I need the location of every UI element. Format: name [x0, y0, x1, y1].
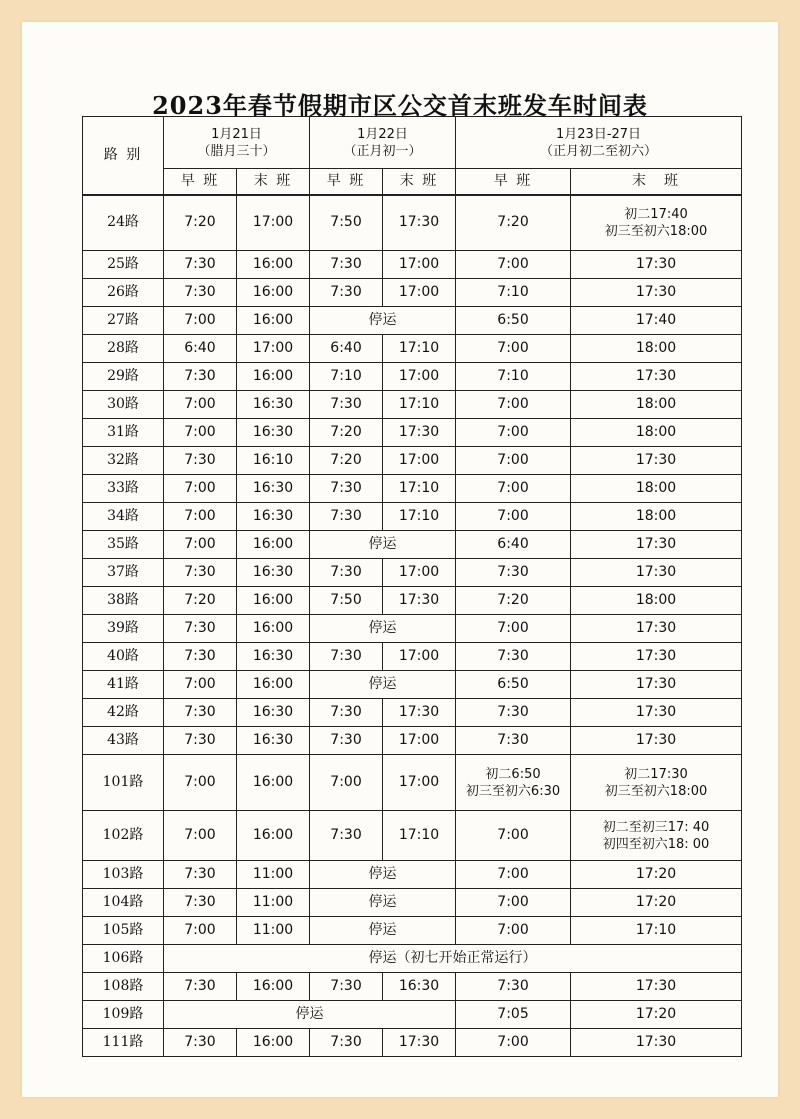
last-bus-cell: 16:30 [237, 643, 310, 671]
last-bus-cell: 17:20 [571, 1001, 742, 1029]
first-bus-cell: 7:30 [310, 503, 383, 531]
table-row [83, 307, 742, 335]
first-bus-cell: 7:00 [456, 503, 571, 531]
suspended-cell: 停运（初七开始正常运行） [164, 945, 742, 973]
first-bus-cell: 7:00 [456, 861, 571, 889]
last-bus-cell-line1: 初二至初三17: 40 [602, 819, 710, 835]
first-bus-cell [456, 755, 571, 811]
first-bus-cell: 7:30 [164, 889, 237, 917]
first-bus-cell: 7:30 [456, 643, 571, 671]
last-bus-cell-line2: 初三至初六18:00 [604, 223, 708, 239]
last-bus-cell: 17:30 [383, 1029, 456, 1057]
first-bus-cell: 7:00 [164, 811, 237, 861]
last-bus-cell: 16:00 [237, 531, 310, 559]
first-bus-cell: 7:30 [310, 279, 383, 307]
last-bus-header: 末 班 [571, 169, 742, 195]
table-row [83, 279, 742, 307]
table-row [83, 251, 742, 279]
route-cell: 105路 [83, 917, 164, 945]
last-bus-cell: 17:10 [383, 391, 456, 419]
first-bus-cell: 7:30 [164, 251, 237, 279]
route-cell: 37路 [83, 559, 164, 587]
last-bus-cell: 17:00 [383, 727, 456, 755]
suspended-cell: 停运 [310, 531, 456, 559]
table-row [83, 587, 742, 615]
suspended-cell: 停运 [164, 1001, 456, 1029]
first-bus-cell: 7:20 [310, 419, 383, 447]
last-bus-cell: 16:00 [237, 279, 310, 307]
last-bus-cell: 16:00 [237, 307, 310, 335]
last-bus-cell: 17:30 [571, 973, 742, 1001]
table-row [83, 755, 742, 811]
suspended-cell: 停运 [310, 889, 456, 917]
last-bus-cell: 17:10 [383, 335, 456, 363]
first-bus-cell: 7:30 [310, 973, 383, 1001]
last-bus-cell: 16:30 [237, 475, 310, 503]
route-cell: 28路 [83, 335, 164, 363]
suspended-cell: 停运 [310, 917, 456, 945]
last-bus-cell: 17:10 [383, 475, 456, 503]
date-header-jan21 [164, 117, 310, 169]
table-row [83, 195, 742, 251]
first-bus-cell: 7:30 [164, 363, 237, 391]
first-bus-header: 早 班 [456, 169, 571, 195]
first-bus-cell: 7:30 [164, 1029, 237, 1057]
last-bus-cell [571, 755, 742, 811]
first-bus-cell: 7:30 [310, 559, 383, 587]
date-header-jan23-27-line2: （正月初二至初六） [540, 143, 658, 159]
route-cell: 30路 [83, 391, 164, 419]
table-row [83, 391, 742, 419]
last-bus-cell: 16:30 [237, 699, 310, 727]
last-bus-cell: 17:20 [571, 889, 742, 917]
table-row [83, 615, 742, 643]
first-bus-cell: 7:00 [456, 1029, 571, 1057]
route-cell: 40路 [83, 643, 164, 671]
first-bus-header: 早 班 [310, 169, 383, 195]
first-bus-cell: 7:30 [310, 251, 383, 279]
first-bus-cell: 7:30 [164, 643, 237, 671]
last-bus-header: 末 班 [383, 169, 456, 195]
first-bus-cell: 7:10 [310, 363, 383, 391]
last-bus-cell: 17:00 [383, 447, 456, 475]
first-bus-cell: 7:20 [164, 195, 237, 251]
first-bus-cell: 7:30 [456, 973, 571, 1001]
route-cell: 35路 [83, 531, 164, 559]
last-bus-cell: 16:00 [237, 1029, 310, 1057]
last-bus-cell: 18:00 [571, 391, 742, 419]
last-bus-cell: 17:30 [571, 251, 742, 279]
table-row [83, 917, 742, 945]
first-bus-cell: 7:50 [310, 195, 383, 251]
route-cell: 109路 [83, 1001, 164, 1029]
first-bus-cell: 7:30 [164, 973, 237, 1001]
route-cell: 34路 [83, 503, 164, 531]
table-row [83, 643, 742, 671]
schedule-body [83, 195, 742, 1057]
last-bus-cell [571, 195, 742, 251]
last-bus-cell: 17:30 [571, 615, 742, 643]
last-bus-cell: 17:20 [571, 861, 742, 889]
first-bus-cell: 7:00 [456, 475, 571, 503]
last-bus-cell: 18:00 [571, 587, 742, 615]
route-cell: 108路 [83, 973, 164, 1001]
first-bus-cell: 7:50 [310, 587, 383, 615]
last-bus-cell: 17:00 [383, 643, 456, 671]
first-bus-cell: 7:30 [456, 699, 571, 727]
last-bus-cell: 17:30 [571, 559, 742, 587]
suspended-cell: 停运 [310, 861, 456, 889]
table-row [83, 699, 742, 727]
first-bus-cell: 7:30 [164, 559, 237, 587]
last-bus-cell: 17:30 [383, 195, 456, 251]
first-bus-cell: 7:30 [164, 615, 237, 643]
first-bus-cell: 7:30 [310, 391, 383, 419]
suspended-cell: 停运 [310, 307, 456, 335]
route-header: 路 别 [83, 117, 164, 195]
first-bus-cell: 7:00 [164, 419, 237, 447]
first-bus-cell: 7:00 [164, 755, 237, 811]
first-bus-cell: 7:00 [456, 615, 571, 643]
last-bus-cell: 16:30 [383, 973, 456, 1001]
date-header-jan22-line2: （正月初一） [343, 143, 422, 159]
last-bus-cell: 16:30 [237, 559, 310, 587]
last-bus-cell [571, 811, 742, 861]
last-bus-cell: 17:30 [571, 531, 742, 559]
first-bus-cell: 7:00 [456, 447, 571, 475]
first-bus-cell-line2: 初三至初六6:30 [465, 783, 561, 799]
first-bus-cell: 7:10 [456, 279, 571, 307]
last-bus-cell: 18:00 [571, 475, 742, 503]
first-bus-cell: 7:00 [164, 307, 237, 335]
first-bus-cell: 7:30 [164, 447, 237, 475]
last-bus-cell: 17:30 [571, 727, 742, 755]
last-bus-cell: 17:30 [571, 1029, 742, 1057]
first-bus-cell: 7:00 [456, 811, 571, 861]
route-cell: 32路 [83, 447, 164, 475]
route-cell: 25路 [83, 251, 164, 279]
first-bus-cell: 6:50 [456, 671, 571, 699]
first-bus-cell: 6:40 [310, 335, 383, 363]
route-cell: 41路 [83, 671, 164, 699]
first-bus-cell: 7:20 [456, 195, 571, 251]
last-bus-cell: 18:00 [571, 503, 742, 531]
table-row [83, 973, 742, 1001]
table-row [83, 475, 742, 503]
table-row [83, 363, 742, 391]
route-cell: 104路 [83, 889, 164, 917]
date-header-jan21-line1: 1月21日 [211, 126, 262, 142]
last-bus-cell: 16:30 [237, 503, 310, 531]
header-row-shifts [83, 169, 742, 195]
last-bus-cell: 17:00 [383, 279, 456, 307]
last-bus-cell: 17:30 [383, 587, 456, 615]
last-bus-cell: 16:30 [237, 391, 310, 419]
suspended-cell: 停运 [310, 671, 456, 699]
first-bus-cell: 7:30 [310, 811, 383, 861]
first-bus-cell: 7:05 [456, 1001, 571, 1029]
first-bus-cell: 7:30 [456, 727, 571, 755]
route-cell: 102路 [83, 811, 164, 861]
last-bus-cell: 16:00 [237, 363, 310, 391]
suspended-cell: 停运 [310, 615, 456, 643]
last-bus-cell: 18:00 [571, 335, 742, 363]
first-bus-header: 早 班 [164, 169, 237, 195]
first-bus-cell: 6:40 [164, 335, 237, 363]
first-bus-cell: 7:30 [310, 643, 383, 671]
date-header-jan22 [310, 117, 456, 169]
table-row [83, 447, 742, 475]
route-cell: 29路 [83, 363, 164, 391]
bus-schedule-table [82, 116, 742, 1057]
table-row [83, 861, 742, 889]
route-cell: 106路 [83, 945, 164, 973]
table-row [83, 727, 742, 755]
last-bus-cell: 17:30 [571, 363, 742, 391]
table-row [83, 503, 742, 531]
last-bus-cell: 16:00 [237, 615, 310, 643]
last-bus-cell: 17:30 [571, 699, 742, 727]
last-bus-cell: 17:00 [237, 195, 310, 251]
first-bus-cell: 7:20 [310, 447, 383, 475]
table-row [83, 559, 742, 587]
first-bus-cell: 7:30 [310, 727, 383, 755]
last-bus-cell: 16:00 [237, 755, 310, 811]
first-bus-cell: 7:10 [456, 363, 571, 391]
last-bus-cell: 17:00 [383, 755, 456, 811]
last-bus-cell-line1: 初二17:30 [624, 766, 688, 782]
last-bus-cell: 16:00 [237, 973, 310, 1001]
last-bus-cell: 11:00 [237, 861, 310, 889]
last-bus-cell: 16:00 [237, 671, 310, 699]
table-row [83, 335, 742, 363]
route-cell: 33路 [83, 475, 164, 503]
last-bus-cell: 17:30 [383, 699, 456, 727]
last-bus-cell-line2: 初三至初六18:00 [604, 783, 708, 799]
route-cell: 39路 [83, 615, 164, 643]
last-bus-cell: 17:30 [571, 643, 742, 671]
last-bus-cell: 16:00 [237, 811, 310, 861]
last-bus-cell-line2: 初四至初六18: 00 [602, 836, 710, 852]
table-row [83, 889, 742, 917]
first-bus-cell: 7:00 [456, 419, 571, 447]
route-cell: 111路 [83, 1029, 164, 1057]
last-bus-cell: 11:00 [237, 889, 310, 917]
last-bus-cell: 16:30 [237, 419, 310, 447]
last-bus-cell: 17:00 [383, 363, 456, 391]
table-row [83, 531, 742, 559]
first-bus-cell: 7:30 [164, 861, 237, 889]
last-bus-cell: 17:10 [383, 811, 456, 861]
last-bus-cell: 17:00 [383, 559, 456, 587]
last-bus-cell: 17:30 [571, 447, 742, 475]
first-bus-cell: 7:30 [310, 699, 383, 727]
first-bus-cell: 7:00 [164, 531, 237, 559]
table-row [83, 811, 742, 861]
last-bus-cell: 17:10 [571, 917, 742, 945]
date-header-jan22-line1: 1月22日 [357, 126, 408, 142]
first-bus-cell: 7:00 [164, 391, 237, 419]
last-bus-cell: 17:30 [571, 671, 742, 699]
first-bus-cell: 7:00 [164, 503, 237, 531]
route-cell: 103路 [83, 861, 164, 889]
first-bus-cell: 7:30 [164, 279, 237, 307]
first-bus-cell: 6:40 [456, 531, 571, 559]
first-bus-cell: 7:00 [456, 889, 571, 917]
first-bus-cell: 7:30 [310, 1029, 383, 1057]
table-row [83, 1029, 742, 1057]
last-bus-cell: 18:00 [571, 419, 742, 447]
table-row [83, 1001, 742, 1029]
header-row-dates [83, 117, 742, 169]
first-bus-cell: 7:00 [164, 917, 237, 945]
table-row [83, 671, 742, 699]
first-bus-cell: 7:00 [456, 917, 571, 945]
first-bus-cell: 7:30 [164, 699, 237, 727]
first-bus-cell: 7:30 [456, 559, 571, 587]
last-bus-cell: 16:30 [237, 727, 310, 755]
date-header-jan21-line2: （腊月三十） [197, 143, 276, 159]
route-cell: 38路 [83, 587, 164, 615]
first-bus-cell: 7:00 [456, 391, 571, 419]
last-bus-cell: 17:10 [383, 503, 456, 531]
last-bus-cell: 16:00 [237, 251, 310, 279]
route-cell: 31路 [83, 419, 164, 447]
last-bus-cell: 17:00 [383, 251, 456, 279]
last-bus-cell: 11:00 [237, 917, 310, 945]
table-row [83, 945, 742, 973]
route-cell: 27路 [83, 307, 164, 335]
first-bus-cell: 7:00 [310, 755, 383, 811]
first-bus-cell: 7:00 [164, 671, 237, 699]
table-row [83, 419, 742, 447]
first-bus-cell-line1: 初二6:50 [485, 766, 541, 782]
date-header-jan23-27-line1: 1月23日-27日 [556, 126, 642, 142]
page-title: 2023年春节假期市区公交首末班发车时间表 [152, 91, 648, 120]
first-bus-cell: 7:30 [164, 727, 237, 755]
last-bus-cell: 17:30 [571, 279, 742, 307]
route-cell: 101路 [83, 755, 164, 811]
first-bus-cell: 7:30 [310, 475, 383, 503]
route-cell: 24路 [83, 195, 164, 251]
route-cell: 42路 [83, 699, 164, 727]
last-bus-cell: 17:30 [383, 419, 456, 447]
last-bus-cell: 16:00 [237, 587, 310, 615]
last-bus-header: 末 班 [237, 169, 310, 195]
last-bus-cell: 17:00 [237, 335, 310, 363]
last-bus-cell-line1: 初二17:40 [624, 206, 688, 222]
schedule-sheet [22, 22, 778, 1097]
route-cell: 43路 [83, 727, 164, 755]
first-bus-cell: 6:50 [456, 307, 571, 335]
first-bus-cell: 7:00 [456, 335, 571, 363]
last-bus-cell: 17:40 [571, 307, 742, 335]
last-bus-cell: 16:10 [237, 447, 310, 475]
first-bus-cell: 7:00 [164, 475, 237, 503]
route-cell: 26路 [83, 279, 164, 307]
date-header-jan23-27 [456, 117, 742, 169]
first-bus-cell: 7:00 [456, 251, 571, 279]
first-bus-cell: 7:20 [456, 587, 571, 615]
first-bus-cell: 7:20 [164, 587, 237, 615]
